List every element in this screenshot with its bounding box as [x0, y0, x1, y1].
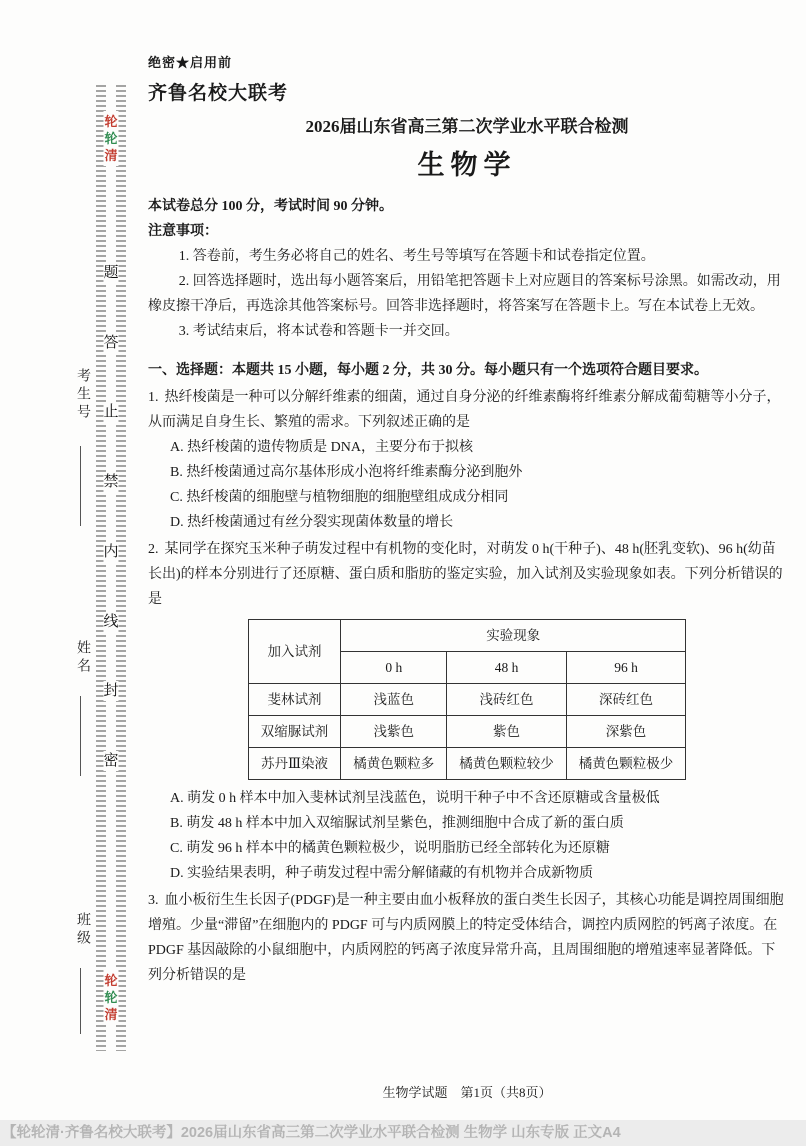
- table-row: [248, 748, 686, 780]
- page-footer: 生物学试题 第1页（共8页）: [382, 1085, 552, 1100]
- table-cell: 紫色: [447, 716, 567, 748]
- question-number: 1.: [148, 390, 159, 405]
- table-time-header: 96 h: [566, 652, 686, 684]
- question-number: 3.: [148, 893, 159, 908]
- question-2: [148, 537, 786, 886]
- notice-item: 2. 回答选择题时，选出每小题答案后，用铅笔把答题卡上对应题目的答案标号涂黑。如需改动，用橡皮擦干净后，再选涂其他答案标号。回答非选择题时，将答案写在答题卡上。写在本试卷上无效。: [148, 274, 781, 314]
- table-cell: 深砖红色: [566, 684, 686, 716]
- option-c: C. 萌发 96 h 样本中的橘黄色颗粒极少，说明脂肪已经全部转化为还原糖: [170, 841, 610, 856]
- table-cell: 深紫色: [566, 716, 686, 748]
- option-a: A. 萌发 0 h 样本中加入斐林试剂呈浅蓝色，说明干种子中不含还原糖或含量极低: [170, 791, 660, 806]
- table-reagent-cell: 苏丹Ⅲ染液: [248, 748, 341, 780]
- option-b: B. 萌发 48 h 样本中加入双缩脲试剂呈紫色，推测细胞中合成了新的蛋白质: [170, 816, 624, 831]
- table-row: [248, 684, 686, 716]
- option-b: B. 热纤梭菌通过高尔基体形成小泡将纤维素酶分泌到胞外: [170, 465, 523, 480]
- seal-field-candidate-number: 考生号: [75, 368, 90, 422]
- table-cell: 浅砖红色: [447, 684, 567, 716]
- table-cell: 橘黄色颗粒极少: [566, 748, 686, 780]
- watermark-bar: 【轮轮清·齐鲁名校大联考】2026届山东省高三第二次学业水平联合检测 生物学 山东专版 正文A4: [0, 1120, 806, 1146]
- option-d: D. 热纤梭菌通过有丝分裂实现菌体数量的增长: [170, 515, 454, 530]
- table-cell: 浅蓝色: [341, 684, 447, 716]
- question-text: 某同学在探究玉米种子萌发过程中有机物的变化时，对萌发 0 h(干种子)、48 h(胚乳变软)、96 h(幼苗长出)的样本分别进行了还原糖、蛋白质和脂肪的鉴定实验，加入试剂及实验现象如表。下列分析错误的是: [148, 542, 783, 607]
- exam-page: [148, 50, 786, 988]
- seal-field-blank-line: [80, 968, 81, 1034]
- question-text: 血小板衍生生长因子(PDGF)是一种主要由血小板释放的蛋白类生长因子，其核心功能是调控周围细胞增殖。少量“滞留”在细胞内的 PDGF 可与内质网膜上的特定受体结合，调控内质网腔的钙离子浓度。在 PDGF 基因敲除的小鼠细胞中，内质网腔的钙离子浓度异常升高，且周围细胞的增殖速率显著降低。下列分析错误的是: [148, 893, 784, 983]
- table-time-header: 48 h: [447, 652, 567, 684]
- table-cell: 橘黄色颗粒多: [341, 748, 447, 780]
- table-cell: 橘黄色颗粒较少: [447, 748, 567, 780]
- table-reagent-cell: 双缩脲试剂: [248, 716, 341, 748]
- question-stem: [148, 385, 786, 435]
- seal-field-blank-line: [80, 696, 81, 776]
- table-time-header: 0 h: [341, 652, 447, 684]
- seal-field-class: 班级: [75, 912, 90, 948]
- notice-item: 1. 答卷前，考生务必将自己的姓名、考生号等填写在答题卡和试卷指定位置。: [178, 249, 655, 264]
- question-stem: [148, 888, 786, 988]
- seal-brand-top: 轮 轮 清: [103, 111, 118, 166]
- section-heading: 一、选择题：本题共 15 小题，每小题 2 分，共 30 分。每小题只有一个选项符合题目要求。: [148, 363, 708, 378]
- notice-item: 3. 考试结束后，将本试卷和答题卡一并交回。: [178, 324, 459, 339]
- secret-label: 绝密★启用前: [148, 55, 233, 70]
- option-c: C. 热纤梭菌的细胞壁与植物细胞的细胞壁组成成分相同: [170, 490, 509, 505]
- table-row: [248, 716, 686, 748]
- notice-heading: 注意事项：: [148, 224, 218, 239]
- seal-line-strip: [96, 85, 126, 1051]
- exam-info: 本试卷总分 100 分，考试时间 90 分钟。: [148, 199, 393, 214]
- option-a: A. 热纤梭菌的遗传物质是 DNA，主要分布于拟核: [170, 440, 473, 455]
- question-3: [148, 888, 786, 988]
- seal-brand-bottom: 轮 轮 清: [103, 970, 118, 1025]
- seal-field-name: 姓名: [75, 640, 90, 676]
- table-corner-header: 加入试剂: [248, 620, 341, 684]
- seal-field-blank-line: [80, 446, 81, 526]
- question-text: 热纤梭菌是一种可以分解纤维素的细菌，通过自身分泌的纤维素酶将纤维素分解成葡萄糖等小分子，从而满足自身生长、繁殖的需求。下列叙述正确的是: [148, 390, 781, 430]
- option-d: D. 实验结果表明，种子萌发过程中需分解储藏的有机物并合成新物质: [170, 866, 594, 881]
- table-row: [248, 620, 686, 652]
- question-1: [148, 385, 786, 535]
- exam-brand: 齐鲁名校大联考: [148, 83, 289, 104]
- page-title: 2026届山东省高三第二次学业水平联合检测: [305, 117, 629, 136]
- experiment-table: [248, 619, 687, 780]
- table-group-header: 实验现象: [341, 620, 686, 652]
- table-cell: 浅紫色: [341, 716, 447, 748]
- seal-phrase: 密 封 线 内 禁 止 答 题: [103, 265, 119, 769]
- table-reagent-cell: 斐林试剂: [248, 684, 341, 716]
- question-number: 2.: [148, 542, 159, 557]
- question-stem: [148, 537, 786, 612]
- subject-title: 生物学: [417, 150, 517, 180]
